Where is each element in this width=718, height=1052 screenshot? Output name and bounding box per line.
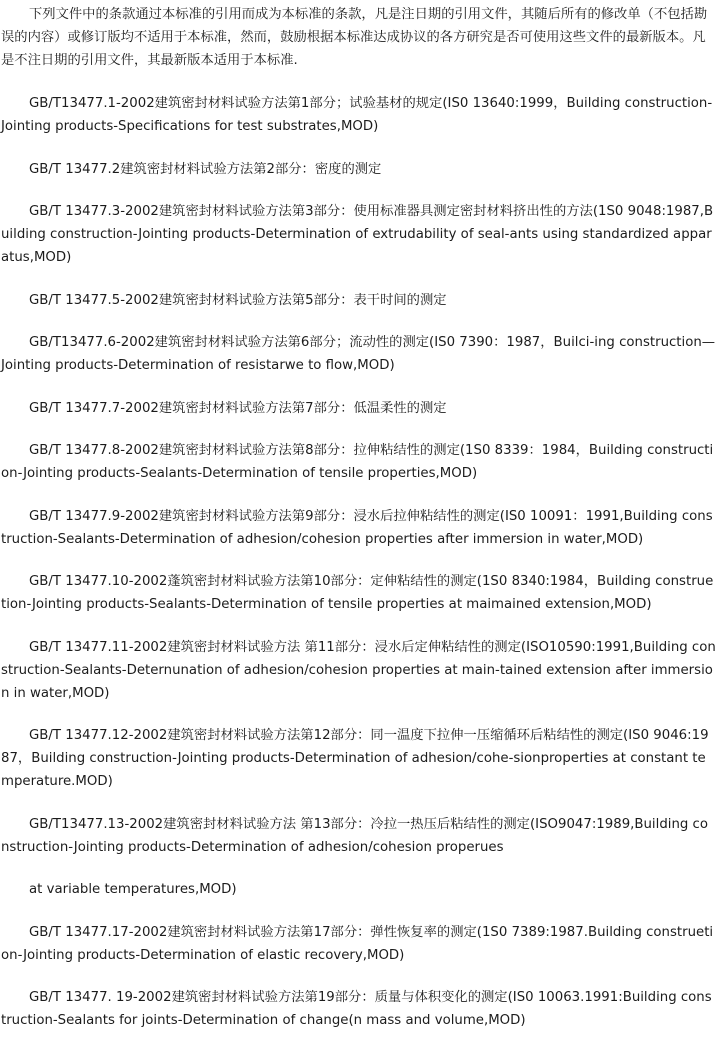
- reference-gbt13477-1: GB/T13477.1-2002建筑密封材料试验方法第1部分；试验基材的规定(IS0 13640:1999，Building construction-Jointing products-Specifications for test substrates,MOD): [1, 96, 713, 134]
- reference-gbt13477-10: GB/T 13477.10-2002蓬筑密封材料试验方法第10部分：定伸粘结性的测定(1S0 8340:1984，Building construetion-Jointing products-Sealants-Determination of tensile properties at maimained extension,MOD): [1, 574, 714, 612]
- reference-gbt13477-6: GB/T13477.6-2002建筑密封材料试验方法第6部分；流动性的测定(IS0 7390：1987，Builci-ing construction—Jointing products-Determination of resistarwe to flow,MOD): [1, 335, 716, 373]
- reference-gbt13477-13-continuation: at variable temperatures,MOD): [29, 882, 237, 897]
- reference-gbt13477-13: GB/T13477.13-2002建筑密封材料试验方法 第13部分：冷拉一热压后粘结性的测定(ISO9047:1989,Building construction-Jointing products-Determination of adhesion/cohesion properues: [1, 816, 708, 855]
- intro-paragraph: 下列文件中的条款通过本标准的引用而成为本标准的条款，凡是注日期的引用文件，其随后所有的修改单（不包括勘误的内容）或修订版均不适用于本标准，然而，鼓励根据本标准达成协议的各方研究是否可使用这些文件的最新版本。凡是不注日期的引用文件，其最新版本适用于本标准.: [1, 7, 708, 68]
- reference-gbt13477-17: GB/T 13477.17-2002建筑密封材料试验方法第17部分：弹性恢复率的测定(1S0 7389:1987.Building construetion-Jointing products-Determination of elastic recovery,MOD): [1, 924, 714, 963]
- reference-gbt13477-9: GB/T 13477.9-2002建筑密封材料试验方法第9部分：浸水后拉伸粘结性的测定(IS0 10091：1991,Building construction-Sealants-Determination of adhesion/cohesion properties after immersion in water,MOD): [1, 508, 713, 547]
- reference-gbt13477-5: GB/T 13477.5-2002建筑密封材料试验方法第5部分：表干时间的测定: [29, 292, 447, 308]
- reference-gbt13477-8: GB/T 13477.8-2002建筑密封材料试验方法第8部分：拉伸粘结性的测定(1S0 8339：1984，Building construction-Jointing products-Sealants-Determination of tensile properties,MOD): [1, 443, 714, 481]
- reference-gbt13477-12: GB/T 13477.12-2002建筑密封材料试验方法第12部分：同一温度下拉伸一压缩循环后粘结性的测定(IS0 9046:1987，Building construction-Jointing products-Determination of adhesion/cohe-sionproperties at constant temperature.MOD): [1, 728, 709, 789]
- reference-gbt13477-19: GB/T 13477. 19-2002建筑密封材料试验方法第19部分：质量与体积变化的测定(IS0 10063.1991:Building construction-Sealants for joints-Determination of change(n mass and volume,MOD): [1, 990, 712, 1028]
- reference-gbt13477-11: GB/T 13477.11-2002建筑密封材料试验方法 第11部分：浸水后定伸粘结性的测定(ISO10590:1991,Building construction-Sealants-Deternunation of adhesion/cohesion properties at main-tained extension after immersion in water,MOD): [1, 639, 716, 701]
- reference-gbt13477-7: GB/T 13477.7-2002建筑密封材料试验方法第7部分：低温柔性的测定: [29, 400, 447, 416]
- reference-gbt13477-2: GB/T 13477.2建筑密封材料试验方法第2部分：密度的测定: [29, 161, 382, 177]
- reference-gbt13477-3: GB/T 13477.3-2002建筑密封材料试验方法第3部分：使用标准器具测定密封材料挤出性的方法(1S0 9048:1987,Building construction-Jointing products-Determination of extrudability of seal-ants using standardized apparatus,MOD): [1, 204, 714, 265]
